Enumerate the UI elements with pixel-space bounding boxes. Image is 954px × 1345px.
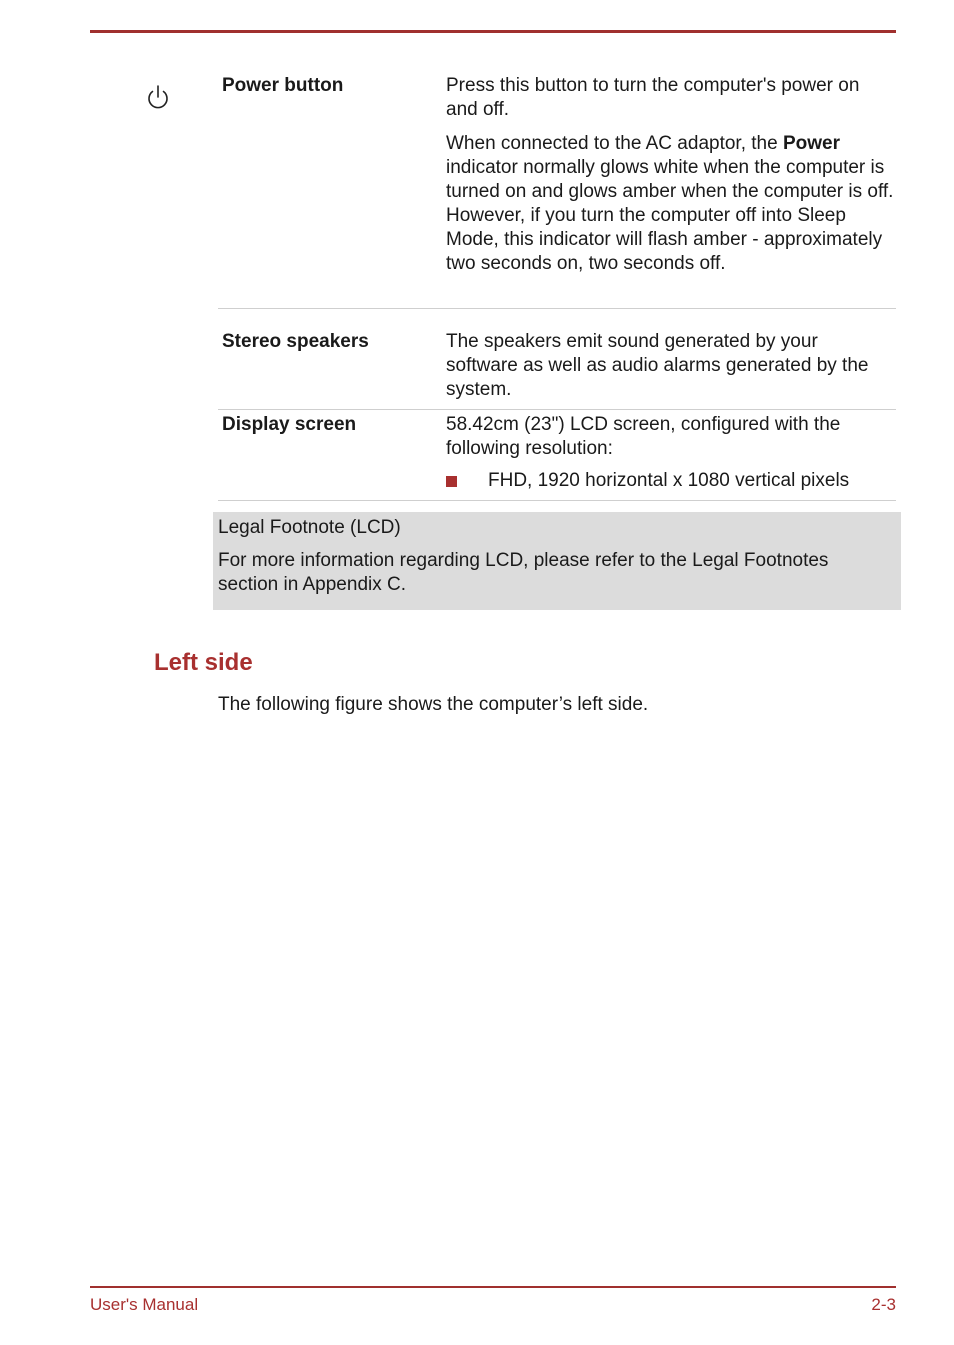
table-row-stereo-speakers: [218, 308, 896, 410]
note-title: Legal Footnote (LCD): [218, 517, 401, 538]
bullet-text: FHD, 1920 horizontal x 1080 vertical pixels: [488, 470, 850, 491]
footer-rule: [90, 1286, 896, 1288]
bullet-square-icon: [446, 476, 457, 487]
legal-footnote-box: [213, 512, 901, 610]
desc-paragraph: 58.42cm (23") LCD screen, configured with the following resolution:: [446, 414, 841, 459]
desc-text: When connected to the AC adaptor, the: [446, 133, 783, 154]
bullet-item: [446, 469, 894, 493]
table-row-power-button: [218, 73, 896, 309]
power-icon: [143, 82, 173, 112]
desc-bold-text: Power: [782, 133, 840, 154]
footer-title: User's Manual: [90, 1295, 199, 1314]
note-text: For more information regarding LCD, please refer to the Legal Footnotes section in Appendix C.: [218, 550, 829, 595]
desc-display-screen: [446, 413, 894, 493]
desc-paragraph: [446, 132, 894, 276]
section-intro: The following figure shows the computer’s left side.: [218, 694, 649, 715]
table-row-display-screen: [218, 409, 896, 501]
term-power-button: Power button: [222, 75, 344, 96]
term-display-screen: Display screen: [222, 414, 357, 435]
desc-paragraph: The speakers emit sound generated by your software as well as audio alarms generated by the system.: [446, 331, 869, 400]
desc-text: indicator normally glows white when the computer is turned on and glows amber when the computer is off. However, if you turn the computer off into Sleep Mode, this indicator will flash amber - approximately two seconds on, two seconds off.: [446, 157, 894, 274]
desc-stereo-speakers: [446, 330, 894, 412]
term-stereo-speakers: Stereo speakers: [222, 331, 369, 352]
section-heading: Left side: [154, 649, 253, 676]
page-number: 2-3: [871, 1295, 896, 1314]
header-rule: [90, 30, 896, 33]
desc-power-button: [446, 74, 894, 286]
desc-paragraph: Press this button to turn the computer's power on and off.: [446, 75, 860, 120]
